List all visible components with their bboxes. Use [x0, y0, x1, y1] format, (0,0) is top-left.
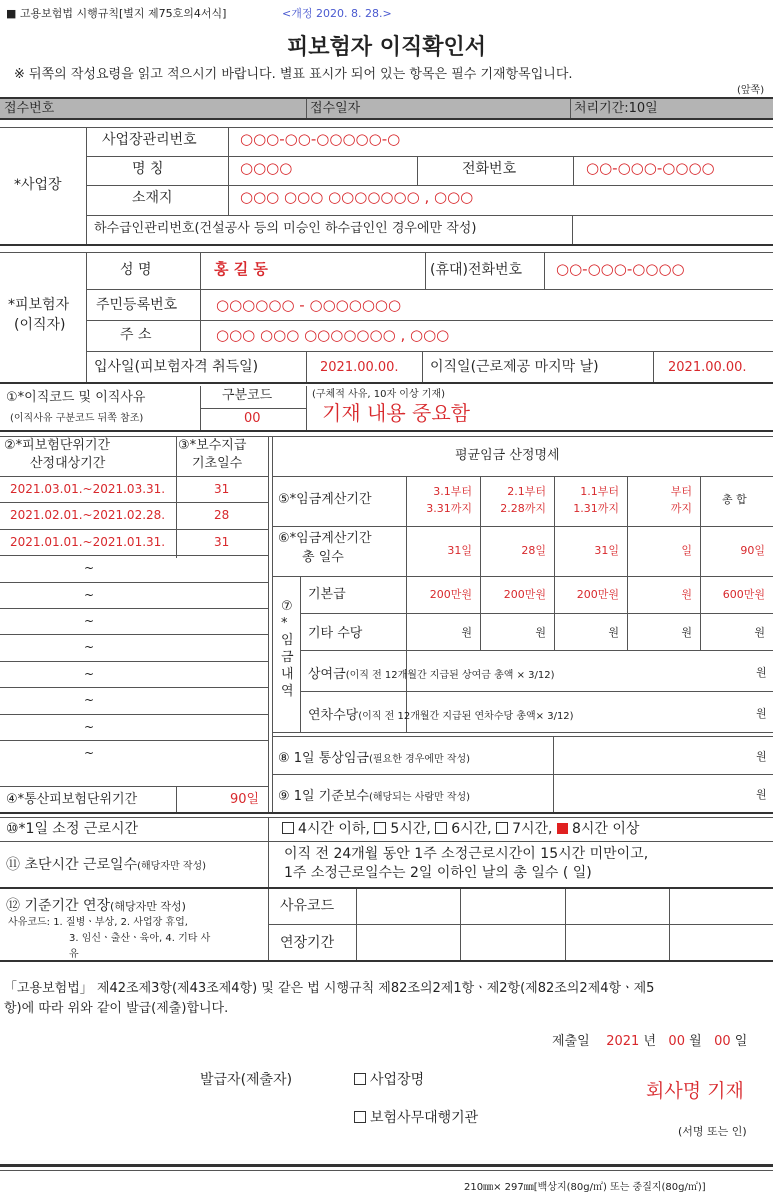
rule	[0, 436, 773, 437]
reason-detail-note: (구체적 사유, 10자 이상 기재)	[312, 389, 446, 400]
other-allowance-value[interactable]: 원	[608, 626, 619, 639]
rule	[86, 185, 773, 186]
rule	[86, 320, 773, 321]
calc-days-value[interactable]: 31일	[594, 544, 619, 557]
calc-days-value[interactable]: 90일	[740, 544, 765, 557]
legal-statement-2: 항)에 따라 위와 같이 발급(제출)합니다.	[4, 1001, 229, 1016]
short-hours-note: (해당자만 작성)	[137, 861, 207, 872]
rule	[0, 960, 773, 962]
short-hours-text-2: 1주 소정근로일수는 2일 이하인 날의 총 일수 ( 일)	[284, 865, 592, 881]
annual-leave-note: (이직 전 12개월간 지급된 연차수당 총액× 3/12)	[358, 711, 574, 722]
base-pay-label: 기본급	[308, 587, 346, 602]
rule	[0, 582, 268, 583]
rule	[86, 351, 773, 352]
rule	[0, 502, 268, 503]
checkbox-icon[interactable]	[354, 1111, 366, 1123]
legal-statement-1: 「고용보험법」 제42조제3항(제43조제4항) 및 같은 법 시행규칙 제82조의2제1항ㆍ제2항(제82조의2제4항ㆍ제5	[4, 981, 655, 996]
insured-name-label: 성 명	[120, 262, 152, 278]
leave-date-label: 이직일(근로제공 마지막 날)	[430, 359, 599, 375]
base-pay-value[interactable]: 원	[681, 588, 692, 601]
divider	[306, 386, 307, 430]
calc-days-sublabel: 총 일수	[302, 550, 344, 565]
rule	[272, 576, 773, 577]
divider	[176, 436, 177, 558]
calc-period-end[interactable]: 까지	[670, 502, 692, 515]
short-hours-group	[6, 856, 206, 872]
rule	[0, 740, 268, 741]
extension-period-label: 연장기간	[280, 935, 335, 951]
hours-option-6: 6시간,	[451, 821, 492, 837]
company-name[interactable]: 회사명 기재	[646, 1080, 744, 1102]
extension-reason-code-label: 사유코드	[280, 898, 335, 914]
checkbox-icon[interactable]	[435, 822, 447, 834]
issuer-workplace-label: 사업장명	[370, 1072, 425, 1088]
rule	[272, 526, 773, 527]
divider	[565, 889, 566, 960]
checked-box-icon[interactable]	[557, 823, 568, 834]
hours-label: ⑩*1일 소정 근로시간	[6, 821, 139, 837]
divider	[356, 889, 357, 960]
join-date-label: 입사일(피보험자격 취득일)	[94, 359, 259, 375]
paid-days[interactable]: 31	[214, 482, 230, 496]
daily-pay-label: ⑨ 1일 기준보수	[278, 789, 369, 804]
workplace-name-value[interactable]: ○○○○	[240, 159, 293, 177]
ordinary-wage-unit[interactable]: 원	[756, 750, 767, 763]
bonus-label: 상여금	[308, 667, 346, 682]
hours-option-5: 5시간,	[390, 821, 431, 837]
leave-date-value[interactable]: 2021.00.00.	[668, 360, 747, 375]
rule	[0, 887, 773, 889]
rule	[272, 476, 773, 477]
annual-leave-label: 연차수당	[308, 708, 359, 723]
calc-days-value[interactable]: 31일	[447, 544, 472, 557]
calc-period-start[interactable]: 1.1부터	[580, 485, 619, 498]
rule	[86, 215, 773, 216]
checkbox-icon[interactable]	[354, 1073, 366, 1085]
rule	[272, 774, 773, 775]
rule	[0, 118, 773, 120]
divider	[306, 99, 307, 118]
period-range[interactable]: ~	[84, 746, 95, 760]
rule	[300, 613, 773, 614]
rule	[0, 812, 773, 814]
ordinary-wage-note: (필요한 경우에만 작성)	[368, 754, 471, 765]
rule	[0, 252, 773, 253]
base-pay-value[interactable]: 600만원	[722, 588, 765, 601]
period-range[interactable]: ~	[84, 640, 95, 654]
hours-option-4: 4시간 이하,	[298, 821, 370, 837]
divider	[669, 889, 670, 960]
daily-pay-note: (해당되는 사람만 작성)	[368, 792, 471, 803]
workplace-phone-label: 전화번호	[462, 161, 517, 177]
rule	[0, 608, 268, 609]
divider	[425, 252, 426, 289]
divider	[306, 351, 307, 382]
divider	[272, 436, 273, 812]
daily-pay-unit[interactable]: 원	[756, 788, 767, 801]
workplace-address-label: 소재지	[132, 190, 173, 206]
submit-month[interactable]: 00	[668, 1034, 685, 1049]
issuer-label: 발급자(제출자)	[200, 1072, 293, 1088]
divider	[544, 252, 545, 289]
form-instruction: ※ 뒤쪽의 작성요령을 읽고 적으시기 바랍니다. 별표 표시가 되어 있는 항목은 필수 기재항목입니다.	[14, 67, 573, 82]
insured-mobile-label: (휴대)전화번호	[430, 262, 523, 278]
issuer-agency-option	[354, 1111, 478, 1125]
checkbox-icon[interactable]	[496, 822, 508, 834]
rule	[0, 1164, 773, 1167]
rule	[0, 476, 268, 477]
calc-period-end[interactable]: 1.31까지	[573, 502, 619, 515]
period-range[interactable]: 2021.02.01.~2021.02.28.	[10, 508, 166, 522]
divider	[300, 576, 301, 732]
calc-period-start[interactable]: 2.1부터	[507, 485, 546, 498]
other-allowance-value[interactable]: 원	[535, 626, 546, 639]
bonus-unit[interactable]: 원	[756, 666, 767, 679]
insured-rrn-value[interactable]: ○○○○○○ - ○○○○○○○	[216, 296, 402, 314]
paper-spec: 210㎜× 297㎜[백상지(80g/㎡) 또는 중질지(80g/㎡)]	[464, 1182, 706, 1193]
annual-leave-unit[interactable]: 원	[756, 707, 767, 720]
rule	[0, 634, 268, 635]
rule	[272, 736, 773, 737]
period-range[interactable]: ~	[84, 693, 95, 707]
signature-label: (서명 또는 인)	[678, 1125, 747, 1138]
rule	[200, 408, 306, 409]
divider	[460, 889, 461, 960]
join-date-value[interactable]: 2021.00.00.	[320, 360, 399, 375]
period-range[interactable]: ~	[84, 614, 95, 628]
divider	[268, 817, 269, 887]
reason-sublabel: (이직사유 구분코드 뒤쪽 참조)	[10, 413, 144, 424]
calc-days-value[interactable]: 일	[681, 544, 692, 557]
divider	[417, 156, 418, 185]
revision-date: <개정 2020. 8. 28.>	[282, 7, 392, 20]
workplace-section-label: *사업장	[14, 177, 62, 193]
reason-code-label: 구분코드	[222, 388, 273, 403]
divider	[700, 476, 701, 650]
submit-day[interactable]: 00	[714, 1034, 731, 1049]
calc-days-label: ⑥*임금계산기간	[278, 531, 372, 546]
subcontractor-label: 하수급인관리번호(건설공사 등의 미승인 하수급인인 경우에만 작성)	[94, 221, 477, 236]
other-allowance-label: 기타 수당	[308, 626, 363, 641]
calc-period-end[interactable]: 2.28까지	[500, 502, 546, 515]
ordinary-wage-group	[278, 749, 470, 765]
base-pay-value[interactable]: 200만원	[503, 588, 546, 601]
insured-name-value[interactable]: 홍 길 동	[214, 260, 268, 278]
period-range[interactable]: ~	[84, 720, 95, 734]
period-range[interactable]: 2021.01.01.~2021.01.31.	[10, 535, 166, 549]
paid-days-col-header: ③*보수지급	[178, 438, 247, 453]
calc-period-start[interactable]: 3.1부터	[433, 485, 472, 498]
workplace-name-label: 명 칭	[132, 161, 164, 177]
paid-days-col-subheader: 기초일수	[192, 456, 243, 471]
wage-detail-char: 임	[281, 633, 294, 648]
wage-detail-char: *	[281, 616, 288, 631]
insured-rrn-label: 주민등록번호	[96, 297, 178, 313]
divider	[573, 156, 574, 185]
bonus-note: (이직 전 12개월간 지급된 상여금 총액 × 3/12)	[345, 670, 555, 681]
divider	[572, 215, 573, 244]
base-pay-value[interactable]: 200만원	[429, 588, 472, 601]
total-period-value[interactable]: 90일	[230, 792, 260, 807]
wage-detail-char: 금	[281, 650, 294, 665]
law-reference: ■ 고용보험법 시행규칙[별지 제75호의4서식]	[6, 7, 227, 20]
period-range[interactable]: ~	[84, 561, 95, 575]
rule	[268, 924, 773, 925]
other-allowance-value[interactable]: 원	[754, 626, 765, 639]
rule	[300, 650, 773, 651]
annual-label-group	[308, 706, 574, 722]
insured-section-label: *피보험자	[8, 297, 70, 313]
reason-label: ①*이직코드 및 이직사유	[6, 390, 146, 405]
rule	[0, 529, 268, 530]
hours-option-8: 8시간 이상	[571, 821, 640, 837]
divider	[570, 99, 571, 118]
issuer-workplace-option	[354, 1073, 424, 1087]
divider	[422, 351, 423, 382]
rule	[0, 382, 773, 384]
total-period-label: ④*통산피보험단위기간	[6, 792, 138, 807]
insured-section-sublabel: (이직자)	[14, 317, 66, 333]
insured-address-label: 주 소	[120, 327, 152, 343]
form-title: 피보험자 이직확인서	[287, 35, 486, 60]
checkbox-icon[interactable]	[282, 822, 294, 834]
extension-codes-2: 3. 임신ㆍ출산ㆍ육아, 4. 기타 사	[69, 933, 211, 944]
paid-days[interactable]: 28	[214, 508, 230, 522]
bonus-label-group	[308, 665, 555, 681]
rule	[0, 687, 268, 688]
rule	[0, 1170, 773, 1171]
short-hours-label: ⑪ 초단시간 근로일수	[6, 857, 138, 873]
calc-period-end[interactable]: 3.31까지	[426, 502, 472, 515]
workplace-phone-value[interactable]: ○○-○○○-○○○○	[586, 159, 715, 177]
period-col-header: ②*피보험단위기간	[4, 438, 111, 453]
rule	[300, 691, 773, 692]
divider	[86, 252, 87, 382]
extension-note: (해당자만 작성)	[110, 900, 186, 913]
rule	[0, 786, 268, 787]
hours-option-7: 7시간,	[512, 821, 553, 837]
other-allowance-value[interactable]: 원	[461, 626, 472, 639]
rule	[0, 555, 268, 556]
insured-mobile-value[interactable]: ○○-○○○-○○○○	[556, 260, 685, 278]
divider	[176, 786, 177, 812]
rule	[0, 127, 773, 128]
submit-day-unit: 일	[734, 1034, 748, 1049]
reason-code-value[interactable]: 00	[244, 411, 261, 426]
rule	[0, 430, 773, 432]
daily-pay-group	[278, 787, 470, 803]
reason-detail-value[interactable]: 기재 내용 중요함	[322, 401, 470, 425]
rule	[86, 156, 773, 157]
rule	[86, 289, 773, 290]
issuer-agency-label: 보험사무대행기관	[370, 1110, 479, 1126]
period-range[interactable]: 2021.03.01.~2021.03.31.	[10, 482, 166, 496]
divider	[200, 252, 201, 351]
submit-year-unit: 년	[643, 1034, 657, 1049]
wage-detail-char: 역	[281, 684, 294, 699]
receipt-date-label: 접수일자	[310, 101, 361, 116]
divider	[268, 436, 269, 812]
period-range[interactable]: ~	[84, 667, 95, 681]
hours-options	[282, 822, 639, 836]
rule	[0, 97, 773, 99]
rule	[0, 661, 268, 662]
rule	[272, 732, 773, 733]
submit-month-unit: 월	[689, 1034, 702, 1049]
wage-detail-char: 내	[281, 667, 294, 682]
divider	[653, 351, 654, 382]
workplace-mgmt-value[interactable]: ○○○-○○-○○○○○-○	[240, 130, 401, 148]
rule	[0, 714, 268, 715]
extension-label-group	[6, 897, 186, 913]
extension-codes-1: 사유코드: 1. 질병ㆍ부상, 2. 사업장 휴업,	[8, 917, 188, 928]
base-pay-value[interactable]: 200만원	[576, 588, 619, 601]
wage-total-label: 총 합	[722, 493, 747, 506]
paid-days[interactable]: 31	[214, 535, 230, 549]
divider	[228, 127, 229, 215]
processing-period: 처리기간:10일	[574, 101, 658, 116]
wage-title: 평균임금 산정명세	[455, 448, 560, 463]
workplace-address-value[interactable]: ○○○ ○○○ ○○○○○○○ , ○○○	[240, 188, 474, 206]
submit-date-label: 제출일	[552, 1034, 590, 1049]
rule	[0, 817, 773, 818]
calc-period-label: ⑤*임금계산기간	[278, 492, 372, 507]
receipt-number-label: 접수번호	[4, 101, 55, 116]
wage-detail-char: ⑦	[281, 599, 293, 614]
submit-year[interactable]: 2021	[606, 1034, 640, 1049]
calc-period-start[interactable]: 부터	[670, 485, 692, 498]
rule	[0, 841, 773, 842]
extension-codes-3: 유	[69, 949, 79, 960]
front-side-label: (앞쪽)	[737, 85, 765, 96]
period-col-subheader: 산정대상기간	[30, 456, 106, 471]
rule	[0, 244, 773, 246]
other-allowance-value[interactable]: 원	[681, 626, 692, 639]
ordinary-wage-label: ⑧ 1일 통상임금	[278, 751, 369, 766]
period-range[interactable]: ~	[84, 588, 95, 602]
submit-date-group	[552, 1035, 747, 1048]
calc-days-value[interactable]: 28일	[521, 544, 546, 557]
checkbox-icon[interactable]	[374, 822, 386, 834]
divider	[406, 476, 407, 732]
insured-address-value[interactable]: ○○○ ○○○ ○○○○○○○ , ○○○	[216, 326, 450, 344]
extension-label: ⑫ 기준기간 연장	[6, 898, 111, 914]
workplace-mgmt-label: 사업장관리번호	[102, 132, 197, 148]
short-hours-text-1: 이직 전 24개월 동안 1주 소정근로시간이 15시간 미만이고,	[284, 846, 649, 862]
